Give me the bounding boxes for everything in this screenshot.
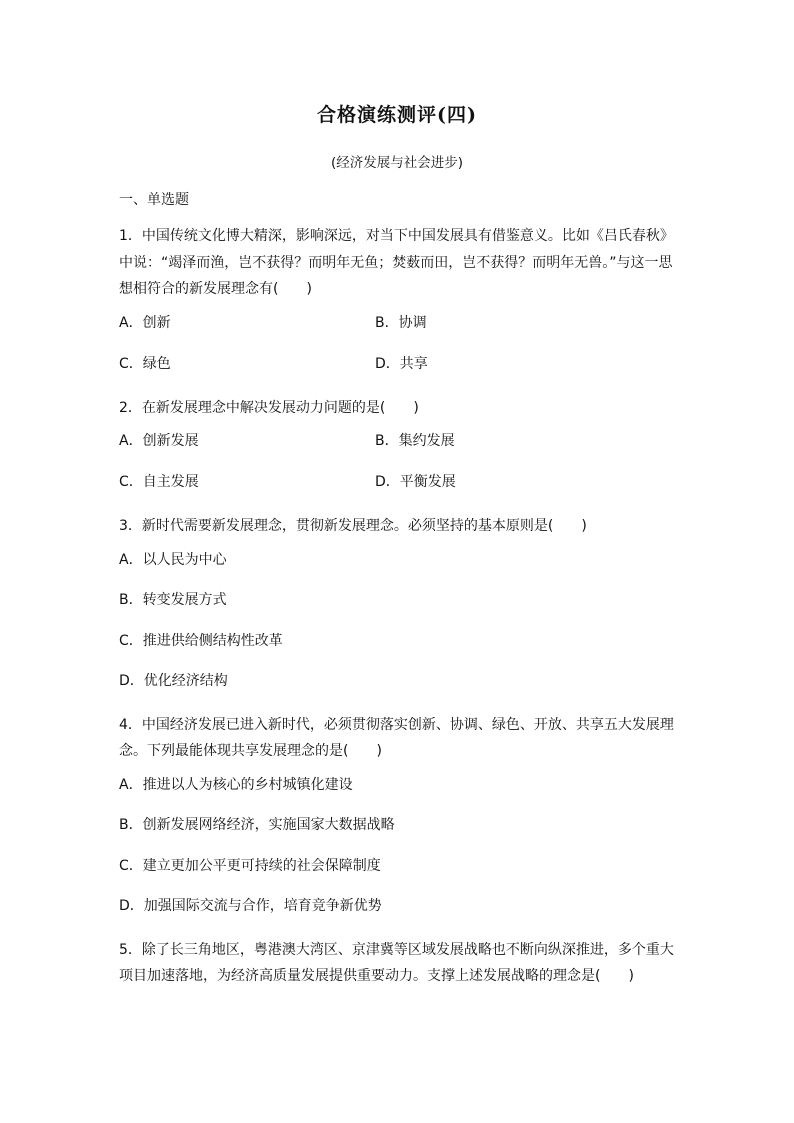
question-1 bbox=[119, 223, 684, 374]
option-row bbox=[119, 431, 684, 451]
option-row bbox=[119, 354, 684, 374]
option-c[interactable]: C．建立更加公平更可持续的社会保障制度 bbox=[119, 857, 381, 874]
option-a[interactable]: A．创新 bbox=[119, 314, 171, 331]
option-b[interactable]: B．协调 bbox=[375, 314, 427, 331]
question-stem: 1．中国传统文化博大精深，影响深远，对当下中国发展具有借鉴意义。比如《吕氏春秋》中说：“竭泽而渔，岂不获得？而明年无鱼；焚薮而田，岂不获得？而明年无兽。”与这一思想相符合的新发展理念有( ) bbox=[119, 228, 674, 297]
option-d[interactable]: D．共享 bbox=[375, 355, 428, 372]
option-c[interactable]: C．绿色 bbox=[119, 355, 171, 372]
option-d[interactable]: D．平衡发展 bbox=[375, 474, 456, 490]
option-b[interactable]: B．转变发展方式 bbox=[119, 592, 227, 608]
document-title: 合格演练测评(四) bbox=[317, 104, 477, 126]
option-row bbox=[119, 472, 684, 492]
option-c[interactable]: C．自主发展 bbox=[119, 474, 199, 490]
question-stem: 4．中国经济发展已进入新时代，必须贯彻落实创新、协调、绿色、开放、共享五大发展理念。下列最能体现共享发展理念的是( ) bbox=[119, 716, 674, 759]
option-d[interactable]: D．加强国际交流与合作，培育竞争新优势 bbox=[119, 898, 382, 914]
option-d[interactable]: D．优化经济结构 bbox=[119, 673, 228, 689]
question-3 bbox=[119, 513, 684, 691]
question-stem: 5．除了长三角地区，粤港澳大湾区、京津冀等区域发展战略也不断向纵深推进，多个重大项目加速落地，为经济高质量发展提供重要动力。支撑上述发展战略的理念是( ) bbox=[119, 941, 674, 984]
question-stem: 2．在新发展理念中解决发展动力问题的是( ) bbox=[119, 399, 419, 416]
question-2 bbox=[119, 395, 684, 493]
section-heading: 一、单选题 bbox=[119, 192, 189, 208]
option-a[interactable]: A．创新发展 bbox=[119, 433, 199, 449]
option-a[interactable]: A．推进以人为核心的乡村城镇化建设 bbox=[119, 776, 353, 793]
option-a[interactable]: A．以人民为中心 bbox=[119, 551, 227, 568]
option-row bbox=[119, 313, 684, 333]
question-stem: 3．新时代需要新发展理念，贯彻新发展理念。必须坚持的基本原则是( ) bbox=[119, 518, 587, 534]
option-b[interactable]: B．集约发展 bbox=[375, 433, 455, 449]
option-b[interactable]: B．创新发展网络经济，实施国家大数据战略 bbox=[119, 817, 395, 833]
document-subtitle: (经济发展与社会进步) bbox=[330, 155, 464, 171]
option-c[interactable]: C．推进供给侧结构性改革 bbox=[119, 632, 283, 649]
question-5 bbox=[119, 937, 684, 990]
question-4 bbox=[119, 712, 684, 917]
document-body bbox=[119, 190, 684, 1000]
